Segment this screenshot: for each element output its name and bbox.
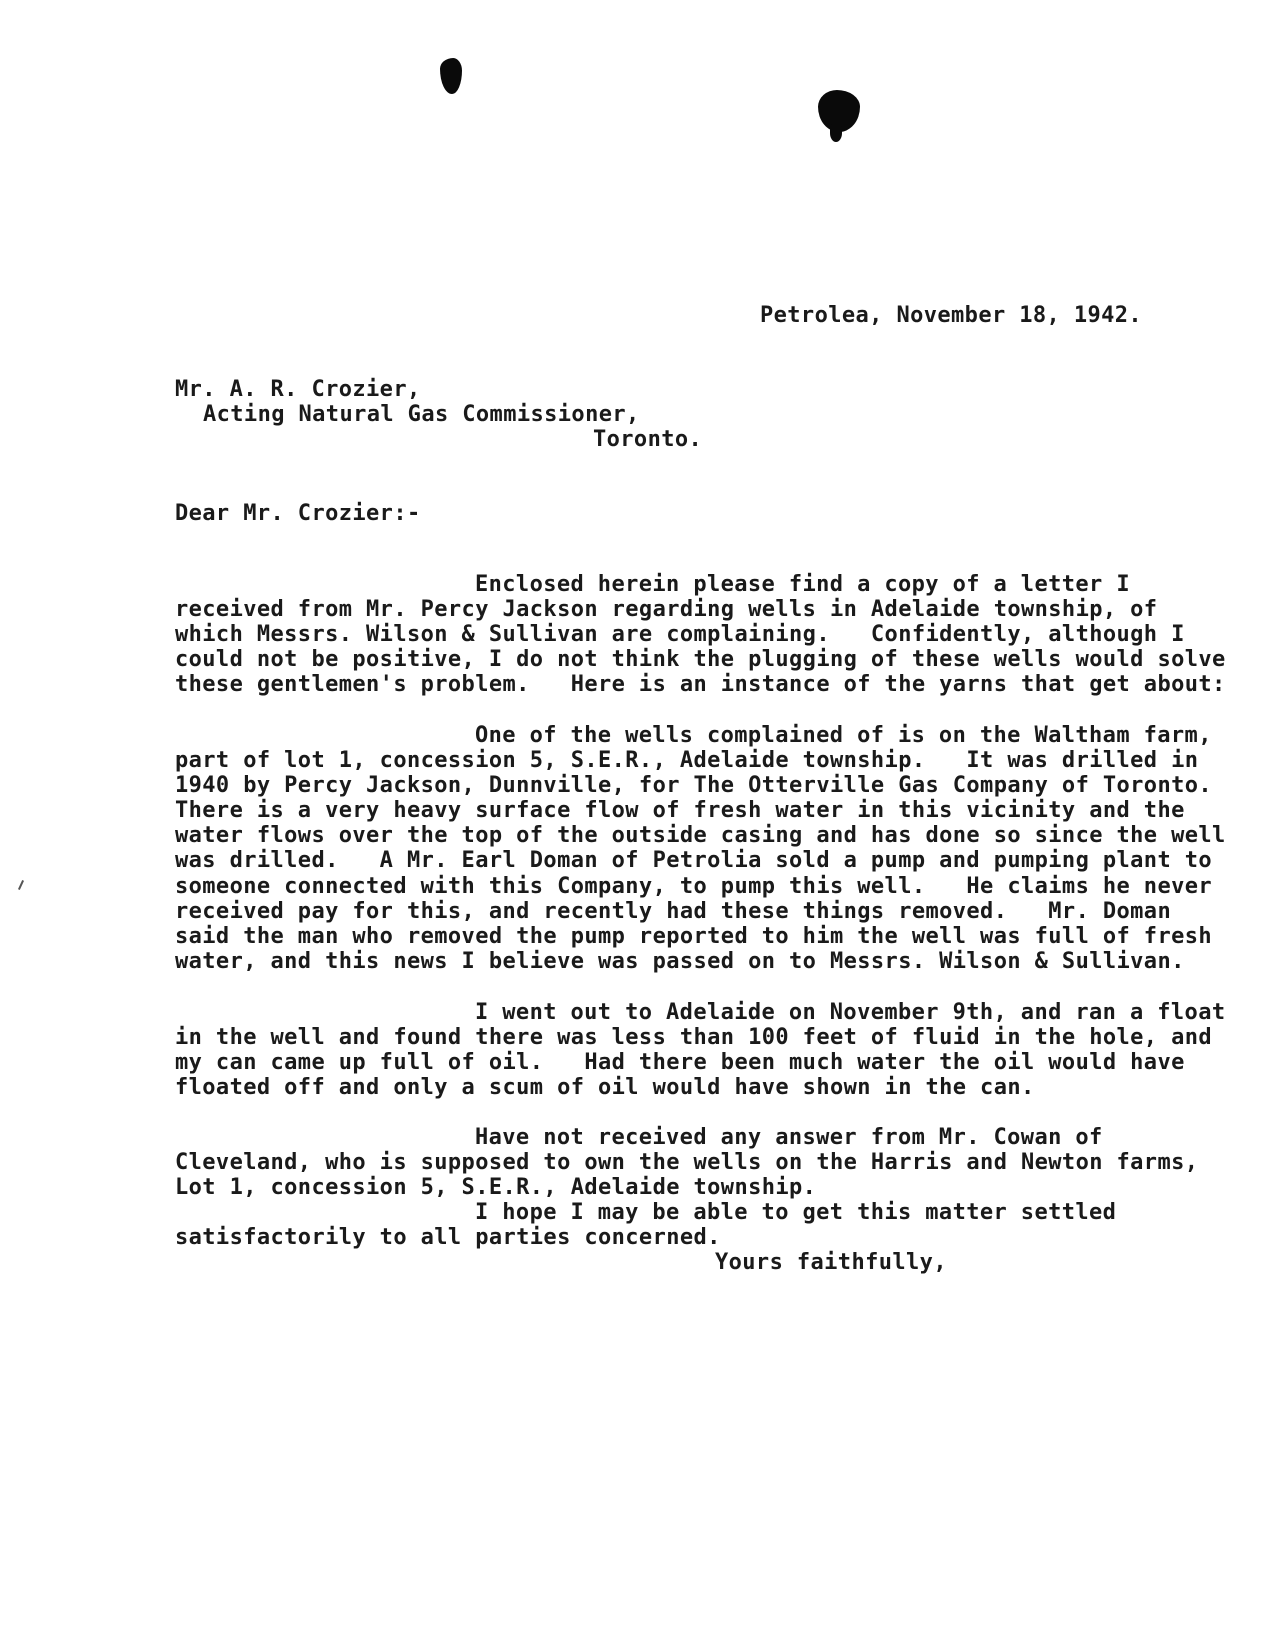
body-paragraph: I went out to Adelaide on November 9th, and ran a float in the well and found there was less than 100 feet of fluid in the hole, and my can came up full of oil. Had there been much water the oil would have floated off and only a scum of oil would have shown in the can. [175, 1000, 1240, 1101]
recipient-title: Acting Natural Gas Commissioner, [203, 402, 640, 427]
body-paragraph: One of the wells complained of is on the Waltham farm, part of lot 1, concession 5, S.E.R., Adelaide township. It was drilled in 1940 by Percy Jackson, Dunnville, for The Otterville Gas Company of Toronto. There is a very heavy surface flow of fresh water in this vicinity and the water flows over the top of the outside casing and has done so since the well was drilled. A Mr. Earl Doman of Petrolia sold a pump and pumping plant to someone connected with this Company, to pump this well. He claims he never received pay for this, and recently had these things removed. Mr. Doman said the man who removed the pump reported to him the well was full of fresh water, and this news I believe was passed on to Messrs. Wilson & Sullivan. [175, 723, 1253, 974]
ink-blot [830, 124, 842, 142]
body-paragraph: Enclosed herein please find a copy of a letter I received from Mr. Percy Jackson regarding wells in Adelaide township, of which Messrs. Wilson & Sullivan are complaining. Confidently, although I could not be positive, I do not think the plugging of these wells would solve these gentlemen's problem. Here is an instance of the yarns that get about: [175, 572, 1240, 698]
closing: Yours faithfully, [715, 1250, 947, 1275]
body-paragraph: I hope I may be able to get this matter settled satisfactorily to all parties concerned. [175, 1200, 1130, 1251]
recipient-city: Toronto. [593, 427, 703, 452]
body-paragraph: Have not received any answer from Mr. Cowan of Cleveland, who is supposed to own the wells on the Harris and Newton farms, Lot 1, concession 5, S.E.R., Adelaide township. [175, 1125, 1213, 1201]
salutation: Dear Mr. Crozier:- [175, 501, 421, 526]
recipient-name: Mr. A. R. Crozier, [175, 377, 421, 402]
dateline: Petrolea, November 18, 1942. [760, 303, 1143, 328]
stray-mark [18, 880, 24, 890]
ink-blot [440, 58, 462, 94]
